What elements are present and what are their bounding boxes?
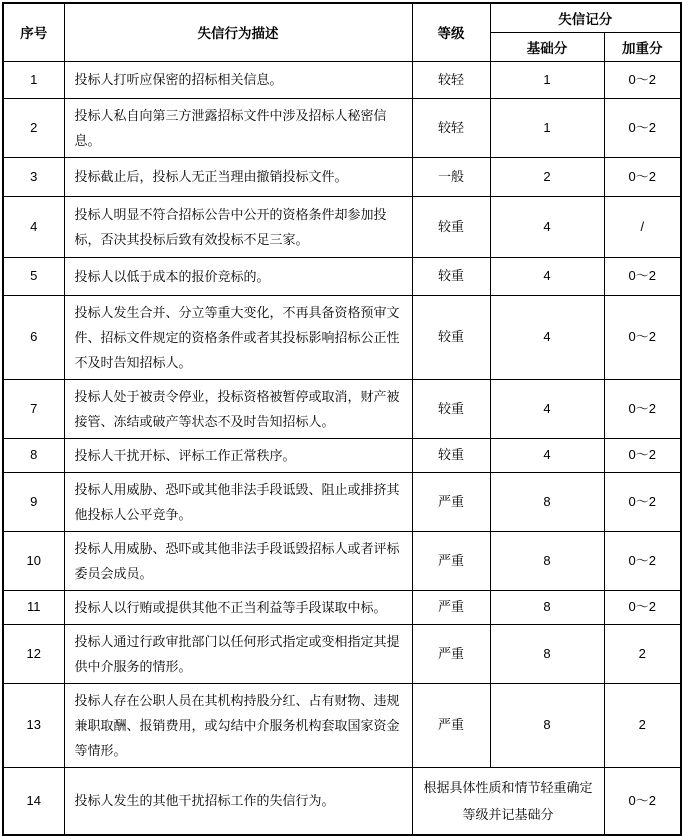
header-description: 失信行为描述 [64, 3, 412, 61]
cell-base-score: 8 [490, 472, 604, 531]
cell-level: 严重 [412, 624, 490, 683]
cell-level: 较重 [412, 295, 490, 379]
cell-base-score: 4 [490, 196, 604, 257]
cell-level: 严重 [412, 590, 490, 624]
cell-description: 投标人明显不符合招标公告中公开的资格条件却参加投标，否决其投标后致有效投标不足三家。 [64, 196, 412, 257]
cell-description: 投标人用威胁、恐吓或其他非法手段诋毁、阻止或排挤其他投标人公平竞争。 [64, 472, 412, 531]
cell-level: 一般 [412, 157, 490, 196]
header-level: 等级 [412, 3, 490, 61]
cell-seq: 9 [3, 472, 64, 531]
cell-extra-score: 0～2 [604, 472, 681, 531]
header-extra-score: 加重分 [604, 32, 681, 61]
cell-seq: 11 [3, 590, 64, 624]
cell-extra-score: 0～2 [604, 767, 681, 835]
cell-description: 投标人用威胁、恐吓或其他非法手段诋毁招标人或者评标委员会成员。 [64, 531, 412, 590]
cell-level-base-merged: 根据具体性质和情节轻重确定等级并记基础分 [412, 767, 604, 835]
cell-level: 较轻 [412, 98, 490, 157]
table-row [3, 257, 681, 295]
cell-level: 严重 [412, 531, 490, 590]
cell-extra-score: 0～2 [604, 438, 681, 472]
cell-seq: 7 [3, 379, 64, 438]
cell-extra-score: 0～2 [604, 379, 681, 438]
table-row [3, 379, 681, 438]
table-row [3, 61, 681, 98]
cell-base-score: 8 [490, 590, 604, 624]
cell-extra-score: 0～2 [604, 531, 681, 590]
cell-base-score: 1 [490, 98, 604, 157]
cell-base-score: 2 [490, 157, 604, 196]
table-row [3, 624, 681, 683]
cell-description: 投标人打听应保密的招标相关信息。 [64, 61, 412, 98]
cell-description: 投标人私自向第三方泄露招标文件中涉及招标人秘密信息。 [64, 98, 412, 157]
cell-base-score: 4 [490, 438, 604, 472]
cell-seq: 8 [3, 438, 64, 472]
cell-seq: 13 [3, 683, 64, 767]
table-row [3, 98, 681, 157]
cell-description: 投标人以低于成本的报价竞标的。 [64, 257, 412, 295]
cell-description: 投标人以行贿或提供其他不正当利益等手段谋取中标。 [64, 590, 412, 624]
table-row [3, 157, 681, 196]
discredit-behavior-score-table [2, 2, 682, 836]
cell-seq: 5 [3, 257, 64, 295]
cell-description: 投标人发生的其他干扰招标工作的失信行为。 [64, 767, 412, 835]
cell-base-score: 8 [490, 531, 604, 590]
cell-extra-score: 0～2 [604, 98, 681, 157]
cell-seq: 6 [3, 295, 64, 379]
table-row [3, 767, 681, 835]
table-row [3, 590, 681, 624]
table-row [3, 472, 681, 531]
table-row [3, 196, 681, 257]
cell-base-score: 4 [490, 295, 604, 379]
cell-base-score: 4 [490, 257, 604, 295]
cell-seq: 1 [3, 61, 64, 98]
cell-base-score: 8 [490, 683, 604, 767]
cell-extra-score: 2 [604, 683, 681, 767]
cell-extra-score: 2 [604, 624, 681, 683]
cell-level: 严重 [412, 472, 490, 531]
cell-seq: 14 [3, 767, 64, 835]
cell-seq: 10 [3, 531, 64, 590]
table-row [3, 683, 681, 767]
table-header [3, 3, 681, 61]
cell-extra-score: 0～2 [604, 157, 681, 196]
cell-level: 较重 [412, 379, 490, 438]
table-row [3, 295, 681, 379]
cell-extra-score: 0～2 [604, 61, 681, 98]
cell-description: 投标截止后，投标人无正当理由撤销投标文件。 [64, 157, 412, 196]
cell-level: 较重 [412, 438, 490, 472]
cell-base-score: 1 [490, 61, 604, 98]
cell-seq: 3 [3, 157, 64, 196]
cell-level: 较重 [412, 257, 490, 295]
cell-base-score: 8 [490, 624, 604, 683]
cell-seq: 4 [3, 196, 64, 257]
header-seq: 序号 [3, 3, 64, 61]
cell-seq: 2 [3, 98, 64, 157]
cell-description: 投标人存在公职人员在其机构持股分红、占有财物、违规兼职取酬、报销费用，或勾结中介服务机构套取国家资金等情形。 [64, 683, 412, 767]
table-row [3, 531, 681, 590]
cell-seq: 12 [3, 624, 64, 683]
cell-description: 投标人处于被责令停业，投标资格被暂停或取消，财产被接管、冻结或破产等状态不及时告知招标人。 [64, 379, 412, 438]
cell-level: 较轻 [412, 61, 490, 98]
cell-extra-score: 0～2 [604, 295, 681, 379]
cell-level: 较重 [412, 196, 490, 257]
cell-level: 严重 [412, 683, 490, 767]
cell-extra-score: / [604, 196, 681, 257]
cell-base-score: 4 [490, 379, 604, 438]
cell-description: 投标人干扰开标、评标工作正常秩序。 [64, 438, 412, 472]
table-row [3, 438, 681, 472]
cell-description: 投标人发生合并、分立等重大变化，不再具备资格预审文件、招标文件规定的资格条件或者其投标影响招标公正性不及时告知招标人。 [64, 295, 412, 379]
cell-extra-score: 0～2 [604, 590, 681, 624]
header-score-group: 失信记分 [490, 3, 681, 32]
cell-description: 投标人通过行政审批部门以任何形式指定或变相指定其提供中介服务的情形。 [64, 624, 412, 683]
header-base-score: 基础分 [490, 32, 604, 61]
cell-extra-score: 0～2 [604, 257, 681, 295]
